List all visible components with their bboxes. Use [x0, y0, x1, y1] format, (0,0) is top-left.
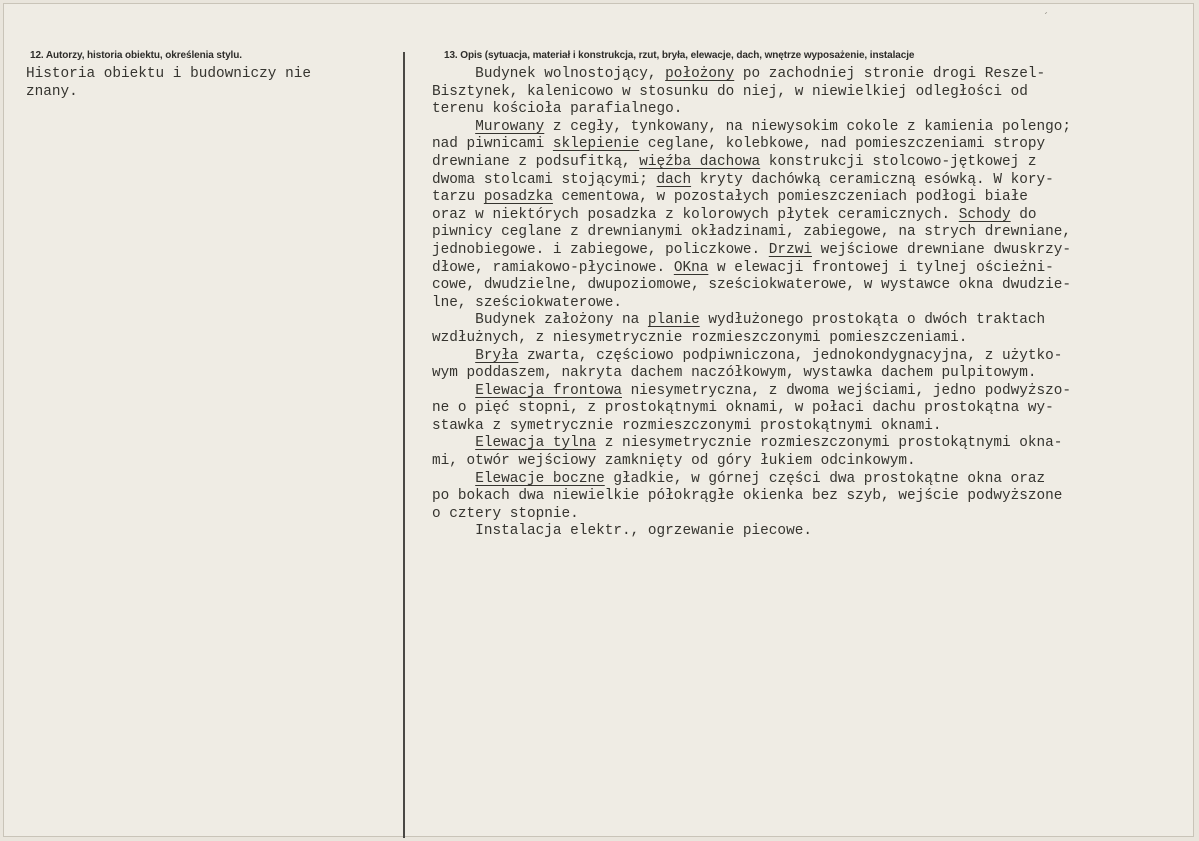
description-line: [432, 242, 1180, 260]
field-12: [26, 46, 386, 101]
field-12-text: Historia obiektu i budowniczy nie znany.: [26, 66, 311, 100]
description-line: [432, 488, 1180, 506]
text-segment: wym poddaszem, nakryta dachem naczółkowym, wystawka dachem pulpitowym.: [432, 365, 1037, 382]
text-segment: do: [1010, 206, 1037, 223]
description-line: [432, 119, 1180, 137]
text-segment: Budynek wolnostojący,: [432, 66, 666, 82]
text-segment: mi, otwór wejściowy zamknięty od góry łukiem odcinkowym.: [432, 453, 916, 470]
text-segment: terenu kościoła parafialnego.: [432, 101, 683, 118]
text-segment: [432, 383, 475, 399]
description-line: [432, 260, 1180, 278]
underlined-term: posadzka: [483, 189, 553, 206]
underlined-term: planie: [647, 312, 700, 329]
text-segment: Budynek założony na: [432, 312, 648, 329]
underlined-term: sklepienie: [552, 136, 640, 153]
underlined-term: Drzwi: [768, 241, 812, 258]
description-line: [432, 207, 1180, 225]
text-segment: niesymetryczna, z dwoma wejściami, jedno podwyższo-: [622, 382, 1072, 399]
text-segment: drewniane z podsufitką,: [432, 153, 640, 170]
field-13-title: 13. Opis (sytuacja, materiał i konstrukcja, rzut, bryła, elewacje, dach, wnętrze wyposażenie, instalacje: [444, 50, 915, 61]
text-segment: Instalacja elektr., ogrzewanie piecowe.: [432, 523, 812, 540]
description-line: [432, 312, 1180, 330]
text-segment: stawka z symetrycznie rozmieszczonymi prostokątnymi oknami.: [432, 417, 942, 434]
text-segment: cementowa, w pozostałych pomieszczeniach podłogi białe: [552, 189, 1028, 206]
text-segment: jednobiegowe. i zabiegowe, policzkowe.: [432, 241, 769, 258]
text-segment: [432, 471, 475, 487]
field-13-text: [432, 66, 1180, 541]
underlined-term: dach: [656, 171, 692, 188]
description-line: [432, 383, 1180, 401]
description-line: [432, 66, 1180, 84]
field-13: [432, 46, 1180, 541]
text-segment: z cegły, tynkowany, na niewysokim cokole z kamienia polengo;: [544, 118, 1072, 135]
description-line: [432, 471, 1180, 489]
text-segment: po zachodniej stronie drogi Reszel-: [734, 66, 1046, 82]
underlined-term: Schody: [958, 206, 1011, 223]
description-line: [432, 189, 1180, 207]
text-segment: z niesymetrycznie rozmieszczonymi prostokątnymi okna-: [596, 435, 1063, 452]
description-line: [432, 418, 1180, 436]
text-segment: oraz w niektórych posadzka z kolorowych płytek ceramicznych.: [432, 206, 959, 223]
description-line: [432, 400, 1180, 418]
text-segment: zwarta, częściowo podpiwniczona, jednokondygnacyjna, z użytko-: [518, 347, 1063, 364]
text-segment: [432, 119, 475, 135]
description-line: [432, 506, 1180, 524]
text-segment: po bokach dwa niewielkie półokrągłe okienka bez szyb, wejście podwyższone: [432, 488, 1063, 505]
description-line: [432, 365, 1180, 383]
description-line: [432, 277, 1180, 295]
description-line: [432, 154, 1180, 172]
description-line: [432, 435, 1180, 453]
description-line: [432, 84, 1180, 102]
column-divider: [403, 52, 405, 838]
text-segment: wzdłużnych, z niesymetrycznie rozmieszczonymi pomieszczeniami.: [432, 329, 968, 346]
text-segment: nad piwnicami: [432, 136, 553, 153]
description-line: [432, 453, 1180, 471]
description-line: [432, 523, 1180, 541]
underlined-term: Bryła: [475, 347, 519, 364]
description-line: [432, 224, 1180, 242]
text-segment: lne, sześciokwaterowe.: [432, 294, 622, 311]
description-line: [432, 330, 1180, 348]
underlined-term: Elewacja frontowa: [475, 382, 622, 399]
underlined-term: położony: [665, 66, 735, 82]
description-line: [432, 348, 1180, 366]
text-segment: konstrukcji stolcowo-jętkowej z: [760, 153, 1037, 170]
description-line: [432, 295, 1180, 313]
text-segment: ne o pięć stopni, z prostokątnymi oknami, w połaci dachu prostokątna wy-: [432, 400, 1054, 417]
description-line: [432, 136, 1180, 154]
text-segment: dwoma stolcami stojącymi;: [432, 171, 657, 188]
text-segment: [432, 435, 475, 451]
text-segment: wydłużonego prostokąta o dwóch traktach: [699, 312, 1046, 329]
corner-mark: ˊ: [1043, 12, 1048, 23]
underlined-term: OKna: [673, 259, 709, 276]
underlined-term: więźba dachowa: [639, 153, 761, 170]
text-segment: gładkie, w górnej części dwa prostokątne okna oraz: [604, 470, 1046, 487]
text-segment: ceglane, kolebkowe, nad pomieszczeniami stropy: [639, 136, 1046, 153]
text-segment: kryty dachówką ceramiczną esówką. W kory-: [691, 171, 1054, 188]
description-line: [432, 101, 1180, 119]
text-segment: Bisztynek, kalenicowo w stosunku do niej, w niewielkiej odległości od: [432, 83, 1028, 100]
text-segment: cowe, dwudzielne, dwupoziomowe, sześciokwaterowe, w wystawce okna dwudzie-: [432, 277, 1072, 294]
underlined-term: Murowany: [475, 118, 545, 135]
text-segment: [432, 348, 475, 364]
text-segment: piwnicy ceglane z drewnianymi okładzinami, zabiegowe, na strych drewniane,: [432, 224, 1072, 241]
underlined-term: Elewacje boczne: [475, 470, 605, 487]
text-segment: w elewacji frontowej i tylnej ościeżni-: [708, 259, 1054, 276]
field-12-title: 12. Autorzy, historia obiektu, określenia stylu.: [30, 50, 242, 61]
text-segment: dłowe, ramiakowo-płycinowe.: [432, 259, 674, 276]
underlined-term: Elewacja tylna: [475, 435, 597, 452]
text-segment: wejściowe drewniane dwuskrzy-: [811, 241, 1072, 258]
text-segment: o cztery stopnie.: [432, 505, 579, 522]
description-line: [432, 172, 1180, 190]
text-segment: tarzu: [432, 189, 484, 206]
